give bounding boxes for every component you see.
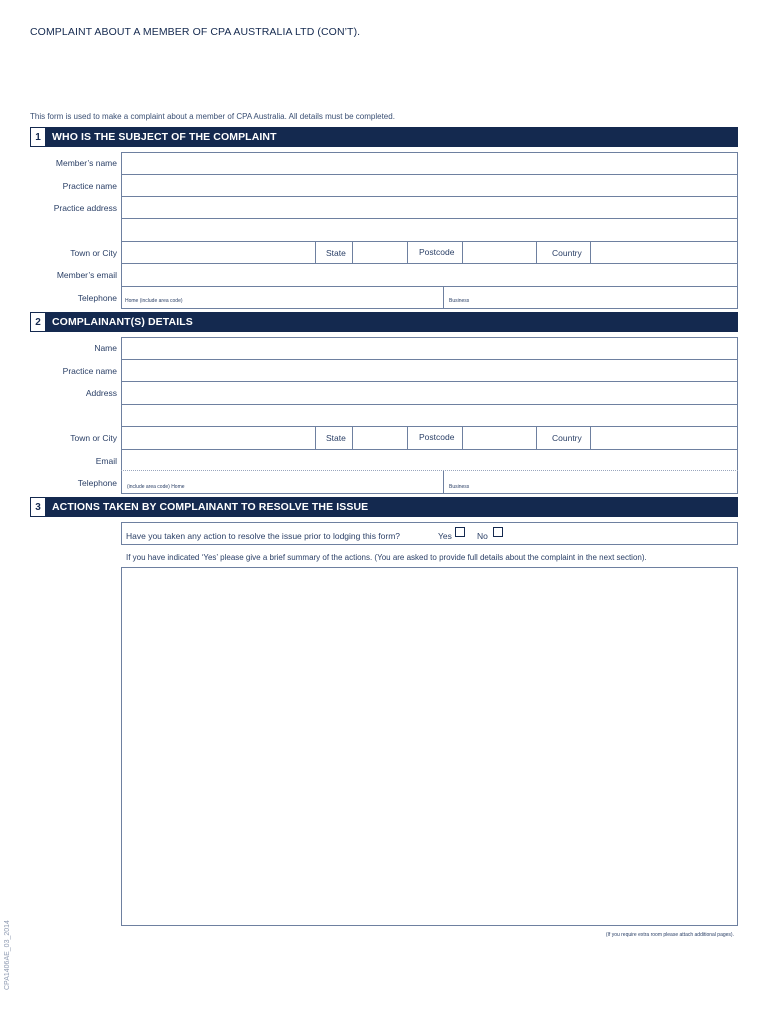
complainant-telephone-label: Telephone (77, 478, 117, 488)
actions-summary-textarea[interactable] (121, 567, 738, 926)
town-city-label: Town or City (70, 248, 117, 258)
state-field[interactable] (353, 242, 407, 263)
complainant-town-city-field[interactable] (122, 427, 315, 449)
no-label: No (477, 531, 488, 541)
complainant-country-field[interactable] (591, 427, 737, 449)
telephone-label: Telephone (77, 293, 117, 303)
telephone-business-hint: Business (449, 298, 470, 304)
practice-name-label: Practice name (62, 181, 117, 191)
form-code: CPA1406AE_03_2014 (4, 920, 11, 990)
telephone-business-field[interactable] (444, 287, 737, 308)
complainant-telephone-business-field[interactable] (444, 472, 737, 493)
members-name-field[interactable] (122, 153, 737, 174)
country-label: Country (552, 248, 582, 258)
town-city-field[interactable] (122, 242, 315, 263)
section-3-header (30, 497, 738, 517)
section-1-header (30, 127, 738, 147)
members-email-label: Member’s email (56, 270, 117, 280)
postcode-label: Postcode (419, 247, 455, 257)
complainant-telephone-home-hint: (include area code) Home (127, 484, 185, 490)
state-label: State (326, 248, 346, 258)
telephone-home-hint: Home (include area code) (125, 298, 183, 304)
extra-room-note: (If you require extra room please attach additional pages). (605, 932, 734, 938)
action-question: Have you taken any action to resolve the issue prior to lodging this form? (126, 531, 401, 541)
section-1-number: 1 (30, 127, 46, 147)
section-3-title: ACTIONS TAKEN BY COMPLAINANT TO RESOLVE THE ISSUE (52, 501, 369, 513)
yes-label: Yes (438, 531, 452, 541)
complainant-country-label: Country (552, 433, 582, 443)
form-title: COMPLAINT ABOUT A MEMBER OF CPA AUSTRALIA LTD (CON’T). (30, 26, 361, 38)
section-2-header (30, 312, 738, 332)
section-2-number: 2 (30, 312, 46, 332)
complainant-state-label: State (326, 433, 346, 443)
form-intro: This form is used to make a complaint about a member of CPA Australia. All details must be completed. (30, 112, 395, 121)
members-email-field[interactable] (122, 264, 737, 286)
complainant-email-label: Email (95, 456, 117, 466)
complainant-email-field[interactable] (122, 450, 737, 470)
practice-address-label: Practice address (53, 203, 117, 213)
complainant-name-field[interactable] (122, 338, 737, 359)
practice-name-field[interactable] (122, 175, 737, 196)
section-1-title: WHO IS THE SUBJECT OF THE COMPLAINT (52, 131, 277, 143)
complainant-postcode-field[interactable] (463, 427, 536, 449)
complainant-state-field[interactable] (353, 427, 407, 449)
complainant-address-field[interactable] (122, 382, 737, 426)
complainant-address-label: Address (85, 388, 117, 398)
actions-instruction: If you have indicated ‘Yes’ please give a brief summary of the actions. (You are asked to provide full details about the complaint in the next section). (126, 553, 647, 562)
no-checkbox[interactable] (493, 527, 503, 537)
complainant-telephone-business-hint: Business (449, 484, 470, 490)
country-field[interactable] (591, 242, 737, 263)
yes-checkbox[interactable] (455, 527, 465, 537)
section-2-title: COMPLAINANT(S) DETAILS (52, 316, 193, 328)
postcode-field[interactable] (463, 242, 536, 263)
practice-address-field[interactable] (122, 197, 737, 241)
complainant-practice-name-label: Practice name (62, 366, 117, 376)
complainant-practice-name-field[interactable] (122, 360, 737, 381)
complainant-postcode-label: Postcode (419, 432, 455, 442)
section-3-number: 3 (30, 497, 46, 517)
complainant-town-city-label: Town or City (70, 433, 117, 443)
members-name-label: Member’s name (55, 158, 117, 168)
complainant-name-label: Name (94, 343, 117, 353)
